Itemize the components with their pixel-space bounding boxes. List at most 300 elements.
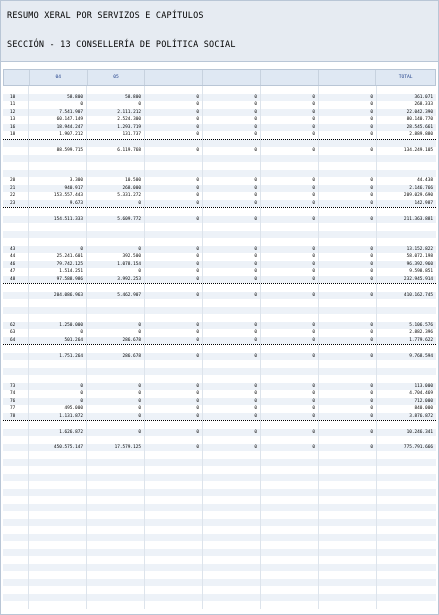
table-cell [319,140,377,148]
table-cell [145,208,203,216]
table-cell: 78 [3,413,29,421]
table-cell [319,519,377,527]
table-cell [377,466,436,474]
table-cell [203,299,261,307]
table-cell [3,307,29,315]
table-cell: 0 [203,429,261,437]
table-row [3,124,436,132]
table-cell: 1.514.251 [29,268,87,276]
table-cell [261,231,319,239]
table-cell [145,519,203,527]
table-cell: 0 [261,292,319,300]
table-cell [29,375,87,383]
table-cell [377,511,436,519]
table-row [3,481,436,489]
table-cell: 0 [203,322,261,330]
table-cell: 268.000 [87,185,145,193]
table-cell [3,162,29,170]
table-cell [319,504,377,512]
table-cell [87,526,145,534]
table-cell [261,534,319,542]
table-cell [319,86,377,94]
table-cell [203,421,261,429]
table-cell [145,526,203,534]
table-cell: 60.147.149 [29,116,87,124]
table-cell [319,375,377,383]
table-cell [3,238,29,246]
table-row [3,353,436,361]
table-cell [145,534,203,542]
table-cell [29,421,87,429]
table-cell [145,571,203,579]
table-cell: 0 [203,268,261,276]
table-cell [3,429,29,437]
table-cell [261,556,319,564]
table-cell [3,208,29,216]
table-cell [3,549,29,557]
table-cell [203,208,261,216]
table-cell [3,345,29,353]
table-cell [87,541,145,549]
table-row [3,139,436,148]
table-cell [377,360,436,368]
table-cell: 10.246.341 [406,429,433,435]
table-cell [87,375,145,383]
table-cell [377,556,436,564]
table-cell [29,504,87,512]
table-cell: 940.917 [29,185,87,193]
table-row [3,216,436,224]
table-cell [261,368,319,376]
table-cell: 0 [319,246,377,254]
table-cell: 0 [261,253,319,261]
table-cell [377,526,436,534]
table-cell [3,314,29,322]
table-cell: 0 [29,329,87,337]
table-cell: 775.791.666 [403,444,433,450]
table-cell: 1.626.872 [29,429,87,437]
table-cell [29,571,87,579]
report-header [1,1,438,62]
table-cell [87,86,145,94]
table-row [3,360,436,368]
table-cell: 495.000 [29,405,87,413]
table-cell [29,586,87,594]
table-row [3,86,436,94]
table-cell: 0 [319,390,377,398]
table-cell [29,451,87,459]
table-cell [319,579,377,587]
table-cell: 0 [145,101,203,109]
table-cell: 0 [319,322,377,330]
table-cell: 1.293.719 [87,124,145,132]
table-cell [319,496,377,504]
table-cell: 0 [319,109,377,117]
table-row [3,192,436,200]
table-row [3,398,436,406]
table-cell [377,496,436,504]
table-cell [3,459,29,467]
table-cell [29,238,87,246]
table-cell: 0 [319,429,377,437]
table-cell: 5.609.772 [87,216,145,224]
table-cell [87,170,145,178]
table-cell [87,162,145,170]
table-cell [145,586,203,594]
table-cell: 3.300 [29,177,87,185]
table-cell [29,345,87,353]
table-cell [29,466,87,474]
table-cell [203,511,261,519]
table-row [3,579,436,587]
table-cell [377,586,436,594]
table-cell [145,170,203,178]
table-cell [377,307,436,315]
table-row [3,292,436,300]
table-cell: 0 [145,246,203,254]
table-cell [377,345,436,353]
table-cell [87,466,145,474]
table-cell: 22 [3,192,29,200]
table-cell: 1.131.872 [29,413,87,421]
table-cell [261,345,319,353]
table-cell [319,436,377,444]
table-cell [377,86,436,94]
table-cell: 0 [29,101,87,109]
table-cell: 1.907.212 [29,131,87,139]
table-cell [203,360,261,368]
table-cell [145,466,203,474]
column-header [203,70,261,85]
table-cell: 62 [3,322,29,330]
table-cell [377,231,436,239]
table-cell [261,170,319,178]
table-cell: 0 [319,253,377,261]
table-cell: 4.704.469 [409,391,433,396]
table-cell: 154.511.333 [29,216,87,224]
table-cell [29,170,87,178]
table-cell: 1.751.264 [29,353,87,361]
table-cell: 0 [29,383,87,391]
column-header [261,70,319,85]
table-cell [145,307,203,315]
table-cell: 0 [261,413,319,421]
table-cell [29,564,87,572]
table-cell [3,86,29,94]
table-cell: 0 [319,292,377,300]
table-cell [261,436,319,444]
table-cell [87,140,145,148]
table-row [3,94,436,102]
table-cell [145,504,203,512]
table-cell: 0 [203,444,261,452]
table-row [3,231,436,239]
table-cell [203,231,261,239]
table-cell [377,534,436,542]
table-cell [87,601,145,609]
table-cell [3,170,29,178]
table-row [3,444,436,452]
table-cell: 3.876.872 [409,413,433,419]
table-cell: 0 [145,429,203,437]
table-cell [3,360,29,368]
table-cell: 0 [319,94,377,102]
table-row [3,223,436,231]
table-cell [29,299,87,307]
table-cell: 501.264 [29,337,87,345]
table-cell: 64 [3,337,29,345]
table-cell [3,601,29,609]
table-cell: 5.462.907 [87,292,145,300]
table-cell [319,314,377,322]
table-cell [87,481,145,489]
table-cell [3,489,29,497]
table-cell [145,436,203,444]
table-cell: 13 [3,116,29,124]
table-cell [29,436,87,444]
table-cell: 0 [145,383,203,391]
table-cell [203,459,261,467]
table-cell [29,526,87,534]
table-cell [377,451,436,459]
table-cell: 23 [3,200,29,208]
table-cell [261,489,319,497]
table-cell: 712.000 [414,398,433,404]
table-cell: 0 [87,322,145,330]
table-row [3,177,436,185]
table-cell [145,140,203,148]
table-cell: 0 [319,268,377,276]
table-cell [87,474,145,482]
table-cell [319,421,377,429]
table-cell [261,140,319,148]
table-cell [87,534,145,542]
table-cell: 88.599.715 [29,147,87,155]
table-cell: 0 [145,124,203,132]
table-cell [29,307,87,315]
table-cell: 0 [319,177,377,185]
table-cell: 134.249.105 [403,148,433,153]
table-cell: 9.673 [29,200,87,208]
table-cell [377,579,436,587]
table-cell [319,489,377,497]
table-cell: 0 [319,398,377,406]
table-cell: 47 [3,268,29,276]
table-cell: 0 [261,268,319,276]
table-cell [203,586,261,594]
table-cell: 10.500 [87,177,145,185]
table-cell [319,155,377,163]
table-cell: 0 [145,94,203,102]
table-cell [3,155,29,163]
table-body [3,86,436,609]
table-cell [87,556,145,564]
table-cell [261,360,319,368]
table-cell: 5.106.576 [409,322,433,328]
table-cell: 0 [319,216,377,224]
table-cell [87,345,145,353]
table-row [3,526,436,534]
table-cell: 0 [203,94,261,102]
table-cell: 63 [3,329,29,337]
table-cell: 0 [261,177,319,185]
table-cell [319,208,377,216]
table-cell: 97.588.986 [29,276,87,284]
table-cell: 209.029.690 [403,193,433,198]
table-cell [145,375,203,383]
table-cell: 0 [87,268,145,276]
table-cell: 16 [3,124,29,132]
table-cell: 2.882.396 [409,330,433,335]
table-cell [3,541,29,549]
table-cell: 0 [319,116,377,124]
table-row [3,314,436,322]
table-cell: 0 [145,292,203,300]
table-cell [261,421,319,429]
table-cell [319,451,377,459]
table-cell [319,345,377,353]
table-cell [261,375,319,383]
table-cell: 0 [319,185,377,193]
table-cell [319,170,377,178]
table-cell: 0 [319,276,377,284]
table-cell [29,140,87,148]
table-cell: 392.500 [87,253,145,261]
table-cell: 0 [145,185,203,193]
table-cell [145,345,203,353]
table-row [3,147,436,155]
table-cell [145,86,203,94]
table-cell [377,519,436,527]
column-header-total: TOTAL [398,75,413,80]
table-cell [261,459,319,467]
table-cell: 0 [319,353,377,361]
table-row [3,246,436,254]
table-cell: 0 [203,390,261,398]
table-cell [29,489,87,497]
table-cell: 0 [319,329,377,337]
table-cell [203,155,261,163]
table-cell: 11 [3,101,29,109]
table-cell: 13.152.822 [406,246,433,252]
table-cell [87,594,145,602]
table-cell [145,360,203,368]
table-row [3,368,436,376]
table-cell: 0 [145,329,203,337]
table-row [3,155,436,163]
table-cell: 0 [203,353,261,361]
table-cell [261,155,319,163]
table-cell [261,541,319,549]
table-cell [3,140,29,148]
table-cell [377,284,436,292]
table-cell [203,496,261,504]
table-cell: 0 [319,147,377,155]
table-cell [377,368,436,376]
table-cell [3,223,29,231]
table-row [3,534,436,542]
table-row [3,549,436,557]
table-cell [203,170,261,178]
table-cell: 0 [203,216,261,224]
table-cell [145,223,203,231]
table-row [3,436,436,444]
table-cell [3,556,29,564]
table-cell [319,586,377,594]
table-cell: 9.598.851 [409,269,433,274]
table-cell [87,231,145,239]
table-cell [319,223,377,231]
table-cell: 0 [145,405,203,413]
table-cell [203,368,261,376]
table-cell [29,284,87,292]
table-cell: 204.086.963 [29,292,87,300]
table-cell [377,481,436,489]
table-cell: 0 [203,131,261,139]
table-cell [29,579,87,587]
column-header-05: 05 [88,70,146,85]
table-row [3,496,436,504]
table-cell [203,556,261,564]
table-cell [145,231,203,239]
table-cell [377,170,436,178]
table-cell: 0 [319,337,377,345]
table-cell [87,504,145,512]
table-cell: 131.737 [87,131,145,139]
table-cell [261,238,319,246]
table-cell [377,594,436,602]
table-cell [3,147,29,155]
table-cell: 6.119.768 [87,147,145,155]
table-cell: 21 [3,185,29,193]
table-cell [377,155,436,163]
table-cell [377,601,436,609]
table-cell: 18.944.247 [29,124,87,132]
table-cell [3,564,29,572]
table-cell [145,474,203,482]
table-cell [29,368,87,376]
table-cell: 268.333 [414,102,433,107]
table-cell [203,162,261,170]
table-cell [145,541,203,549]
table-row [3,405,436,413]
table-cell [319,549,377,557]
table-cell [29,511,87,519]
table-cell: 0 [261,329,319,337]
table-cell [145,496,203,504]
table-row [3,116,436,124]
table-cell [261,307,319,315]
table-cell: 2.146.766 [409,185,433,191]
table-cell [203,601,261,609]
table-cell [87,451,145,459]
table-cell [145,481,203,489]
table-cell [3,519,29,527]
table-row [3,601,436,609]
table-cell: 0 [145,353,203,361]
table-cell: 0 [87,405,145,413]
table-cell: 0 [203,200,261,208]
table-cell: 3.992.253 [87,276,145,284]
table-cell [87,564,145,572]
table-cell [261,223,319,231]
table-row [3,586,436,594]
table-cell [87,284,145,292]
table-cell [87,579,145,587]
table-row [3,451,436,459]
table-cell [203,504,261,512]
table-cell [29,459,87,467]
